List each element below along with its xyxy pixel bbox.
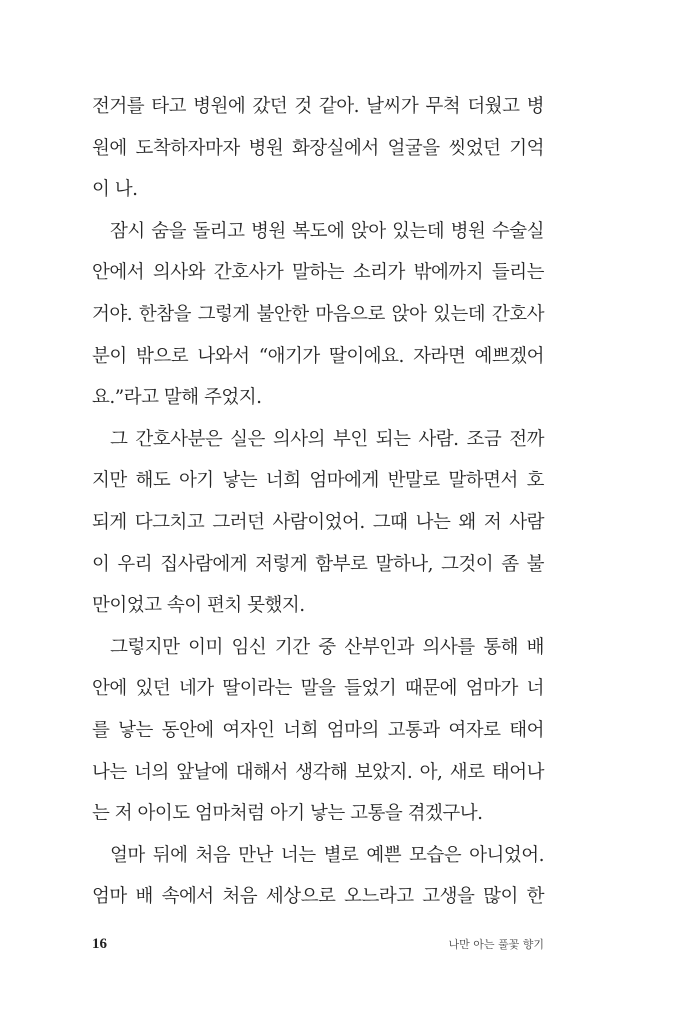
text-line: 지만 해도 아기 낳는 너희 엄마에게 반말로 말하면서 호	[92, 470, 544, 492]
text-line: 얼마 뒤에 처음 만난 너는 별로 예쁜 모습은 아니었어.	[110, 844, 544, 866]
text-line: 요.”라고 말해 주었지.	[92, 387, 262, 409]
text-line: 거야. 한참을 그렇게 불안한 마음으로 앉아 있는데 간호사	[92, 303, 544, 325]
text-line: 전거를 타고 병원에 갔던 것 같아. 날씨가 무척 더웠고 병	[92, 96, 544, 117]
body-text	[92, 86, 544, 918]
text-line: 이 나.	[92, 179, 138, 201]
text-line: 분이 밖으로 나와서 “애기가 딸이에요. 자라면 예쁘겠어	[92, 345, 544, 367]
text-line: 이 우리 집사람에게 저렇게 함부로 말하나, 그것이 좀 불	[92, 553, 544, 575]
text-line: 엄마 배 속에서 처음 세상으로 오느라고 고생을 많이 한	[92, 886, 544, 908]
text-line: 되게 다그치고 그러던 사람이었어. 그때 나는 왜 저 사람	[92, 511, 544, 533]
text-line: 그 간호사분은 실은 의사의 부인 되는 사람. 조금 전까	[110, 428, 544, 450]
text-line: 를 낳는 동안에 여자인 너희 엄마의 고통과 여자로 태어	[92, 719, 544, 741]
page-number: 16	[92, 935, 107, 952]
text-line: 그렇지만 이미 임신 기간 중 산부인과 의사를 통해 배	[110, 636, 544, 658]
text-line: 안에 있던 네가 딸이라는 말을 들었기 때문에 엄마가 너	[92, 678, 544, 700]
text-line: 원에 도착하자마자 병원 화장실에서 얼굴을 씻었던 기억	[92, 137, 544, 159]
text-line: 나는 너의 앞날에 대해서 생각해 보았지. 아, 새로 태어나	[92, 761, 544, 783]
running-title: 나만 아는 풀꽃 향기	[448, 938, 544, 951]
text-line: 잠시 숨을 돌리고 병원 복도에 앉아 있는데 병원 수술실	[110, 220, 544, 242]
text-line: 안에서 의사와 간호사가 말하는 소리가 밖에까지 들리는	[92, 262, 544, 284]
text-line: 는 저 아이도 엄마처럼 아기 낳는 고통을 겪겠구나.	[92, 803, 483, 825]
text-line: 만이었고 속이 편치 못했지.	[92, 595, 305, 617]
page-footer	[92, 933, 544, 955]
